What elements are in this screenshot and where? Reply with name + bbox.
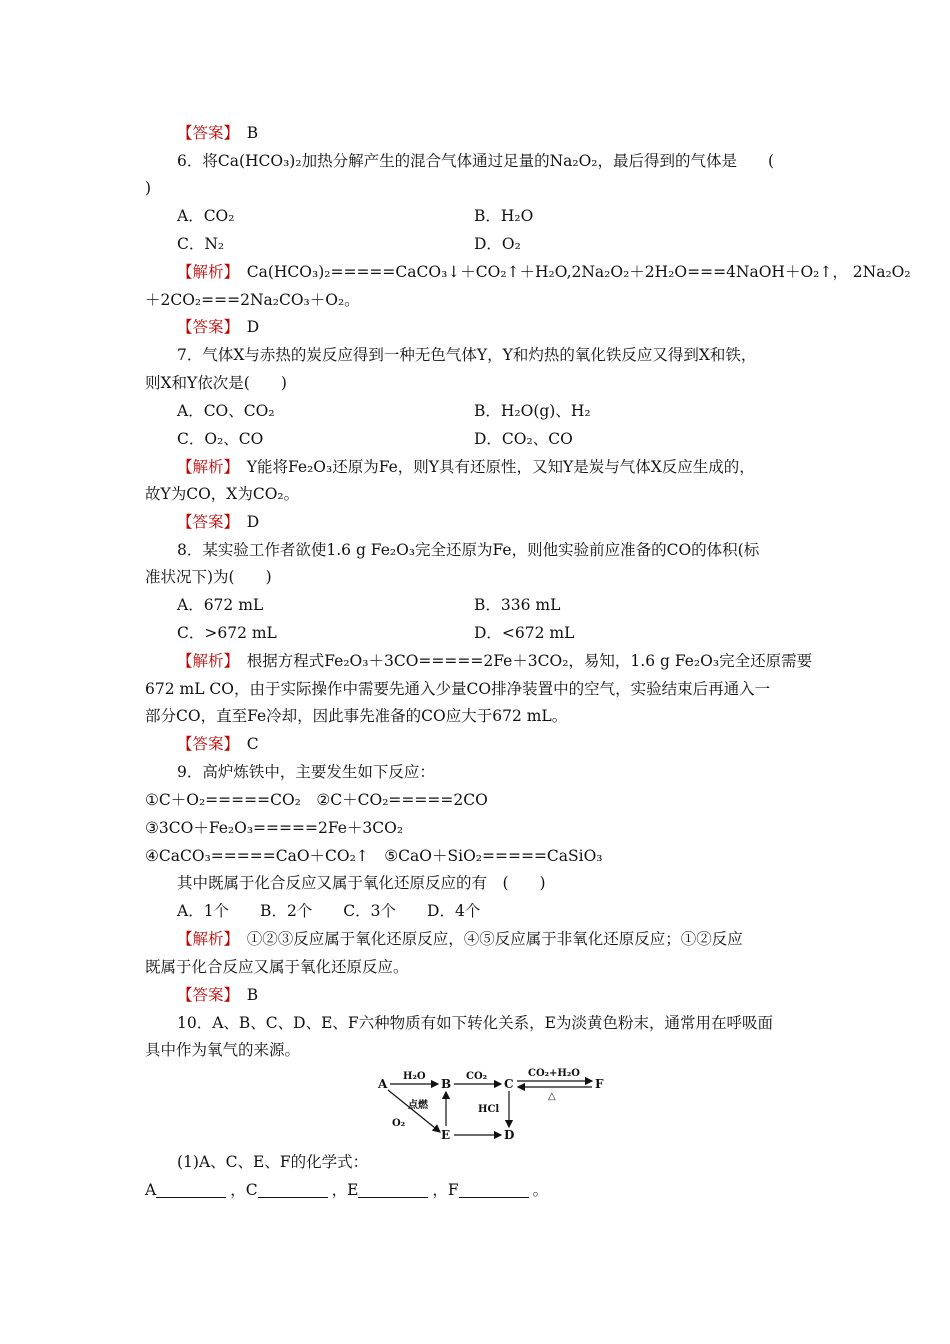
analysis-text: 根据方程式Fe₂O₃＋3CO=====2Fe＋3CO₂，易知，1.6 g Fe₂O₃完全还原需要 xyxy=(231,652,813,670)
q7-stem-cont: 则X和Y依次是( ) xyxy=(145,374,287,392)
analysis-text: ①②③反应属于氧化还原反应，④⑤反应属于非氧化还原反应；①②反应 xyxy=(231,930,743,948)
line-end: 。 xyxy=(532,1181,549,1199)
blank-a[interactable] xyxy=(156,1181,226,1198)
q9-answer xyxy=(177,985,847,1005)
blank-e[interactable] xyxy=(358,1181,428,1198)
analysis-tag: 【解析】 xyxy=(177,930,232,948)
answer-value: C xyxy=(246,735,259,753)
q10-stem: 10．A、B、C、D、E、F六种物质有如下转化关系，E为淡黄色粉末，通常用在呼吸面 xyxy=(177,1014,773,1032)
q9-analysis-cont: 既属于化合反应又属于氧化还原反应。 xyxy=(145,958,409,976)
analysis-text: Ca(HCO₃)₂=====CaCO₃↓＋CO₂↑＋H₂O,2Na₂O₂＋2H₂O===4NaOH＋O₂↑， 2Na₂O₂ xyxy=(231,263,911,281)
node-d: D xyxy=(504,1128,515,1142)
q7-analysis-cont: 故Y为CO，X为CO₂。 xyxy=(145,485,300,503)
option-d: D．CO₂、CO xyxy=(474,430,573,448)
label-o2: O₂ xyxy=(392,1118,406,1129)
option-a: A．CO₂ xyxy=(177,207,235,225)
q9-reactions-3: ④CaCO₃=====CaO＋CO₂↑ ⑤CaO＋SiO₂=====CaSiO₃ xyxy=(145,847,603,865)
answer-tag: 【答案】 xyxy=(177,513,232,531)
q7-options-cd xyxy=(177,429,847,449)
blank-c[interactable] xyxy=(258,1181,328,1198)
q9-options: A．1个 B．2个 C．3个 D．4个 xyxy=(177,902,481,920)
q9-analysis xyxy=(177,929,847,949)
q8-stem: 8．某实验工作者欲使1.6 g Fe₂O₃完全还原为Fe，则他实验前应准备的CO的体积(标 xyxy=(177,541,760,559)
q10-stem-cont: 具中作为氧气的来源。 xyxy=(145,1041,301,1059)
answer-tag: 【答案】 xyxy=(177,318,232,336)
q8-stem-cont: 准状况下)为( ) xyxy=(145,568,272,586)
q8-analysis-cont: 672 mL CO，由于实际操作中需要先通入少量CO排净装置中的空气，实验结束后再通入一 xyxy=(145,680,771,698)
answer-value: B xyxy=(246,986,259,1004)
answer-tag: 【答案】 xyxy=(177,124,232,142)
label-co2-h2o: CO₂+H₂O xyxy=(528,1068,580,1079)
q6-options-cd xyxy=(177,234,847,254)
node-e: E xyxy=(441,1128,451,1142)
answer-value: B xyxy=(246,124,259,142)
q7-stem: 7．气体X与赤热的炭反应得到一种无色气体Y，Y和灼热的氧化铁反应又得到X和铁， xyxy=(177,346,757,364)
q6-options-ab xyxy=(177,206,847,226)
q6-analysis xyxy=(177,262,911,282)
q7-analysis xyxy=(177,457,847,477)
answer-tag: 【答案】 xyxy=(177,986,232,1004)
blank-f-label: ，F xyxy=(432,1181,459,1199)
label-hcl: HCl xyxy=(478,1104,500,1115)
blank-a-label: A xyxy=(145,1181,157,1199)
option-b: B．336 mL xyxy=(474,596,561,614)
q9-stem: 9．高炉炼铁中，主要发生如下反应： xyxy=(177,763,435,781)
option-c: C．N₂ xyxy=(177,235,225,253)
label-co2: CO₂ xyxy=(466,1071,488,1082)
q7-answer xyxy=(177,512,847,532)
answer-value: D xyxy=(246,318,260,336)
q6-analysis-cont: ＋2CO₂===2Na₂CO₃＋O₂。 xyxy=(145,291,360,309)
option-a: A．672 mL xyxy=(177,596,264,614)
q5-answer xyxy=(177,123,847,143)
blank-e-label: ，E xyxy=(331,1181,359,1199)
q6-stem: 6．将Ca(HCO₃)₂加热分解产生的混合气体通过足量的Na₂O₂，最后得到的气体是 ( xyxy=(177,152,775,170)
conversion-diagram xyxy=(370,1064,610,1144)
blank-c-label: ，C xyxy=(230,1181,258,1199)
option-a: A．CO、CO₂ xyxy=(177,402,275,420)
answer-value: D xyxy=(246,513,260,531)
analysis-tag: 【解析】 xyxy=(177,652,232,670)
q8-options-ab xyxy=(177,595,847,615)
q10-sub1: (1)A、C、E、F的化学式： xyxy=(177,1153,369,1171)
q8-answer xyxy=(177,734,847,754)
q7-options-ab xyxy=(177,401,847,421)
option-d: D．O₂ xyxy=(474,235,521,253)
label-delta: △ xyxy=(548,1091,556,1102)
answer-tag: 【答案】 xyxy=(177,735,232,753)
option-c: C．>672 mL xyxy=(177,624,277,642)
q6-answer xyxy=(177,317,847,337)
q8-analysis-cont-2: 部分CO，直至Fe冷却，因此事先准备的CO应大于672 mL。 xyxy=(145,707,568,725)
label-h2o: H₂O xyxy=(403,1071,426,1082)
option-b: B．H₂O xyxy=(474,207,534,225)
node-a: A xyxy=(378,1077,388,1091)
analysis-tag: 【解析】 xyxy=(177,263,232,281)
q8-analysis xyxy=(177,651,847,671)
q8-options-cd xyxy=(177,623,847,643)
option-b: B．H₂O(g)、H₂ xyxy=(474,402,591,420)
option-c: C．O₂、CO xyxy=(177,430,264,448)
q10-blanks xyxy=(145,1180,815,1200)
q6-stem-cont: ) xyxy=(145,179,152,197)
option-d: D．<672 mL xyxy=(474,624,575,642)
node-b: B xyxy=(441,1077,452,1091)
q9-reactions-1: ①C＋O₂=====CO₂ ②C＋CO₂=====2CO xyxy=(145,791,488,809)
analysis-text: Y能将Fe₂O₃还原为Fe，则Y具有还原性，又知Y是炭与气体X反应生成的， xyxy=(231,458,755,476)
analysis-tag: 【解析】 xyxy=(177,458,232,476)
node-c: C xyxy=(504,1077,514,1091)
blank-f[interactable] xyxy=(459,1181,529,1198)
q9-reactions-2: ③3CO＋Fe₂O₃=====2Fe＋3CO₂ xyxy=(145,819,404,837)
label-ignite: 点燃 xyxy=(408,1100,428,1111)
q9-question: 其中既属于化合反应又属于氧化还原反应的有 ( ) xyxy=(177,874,546,892)
node-f: F xyxy=(595,1077,604,1091)
